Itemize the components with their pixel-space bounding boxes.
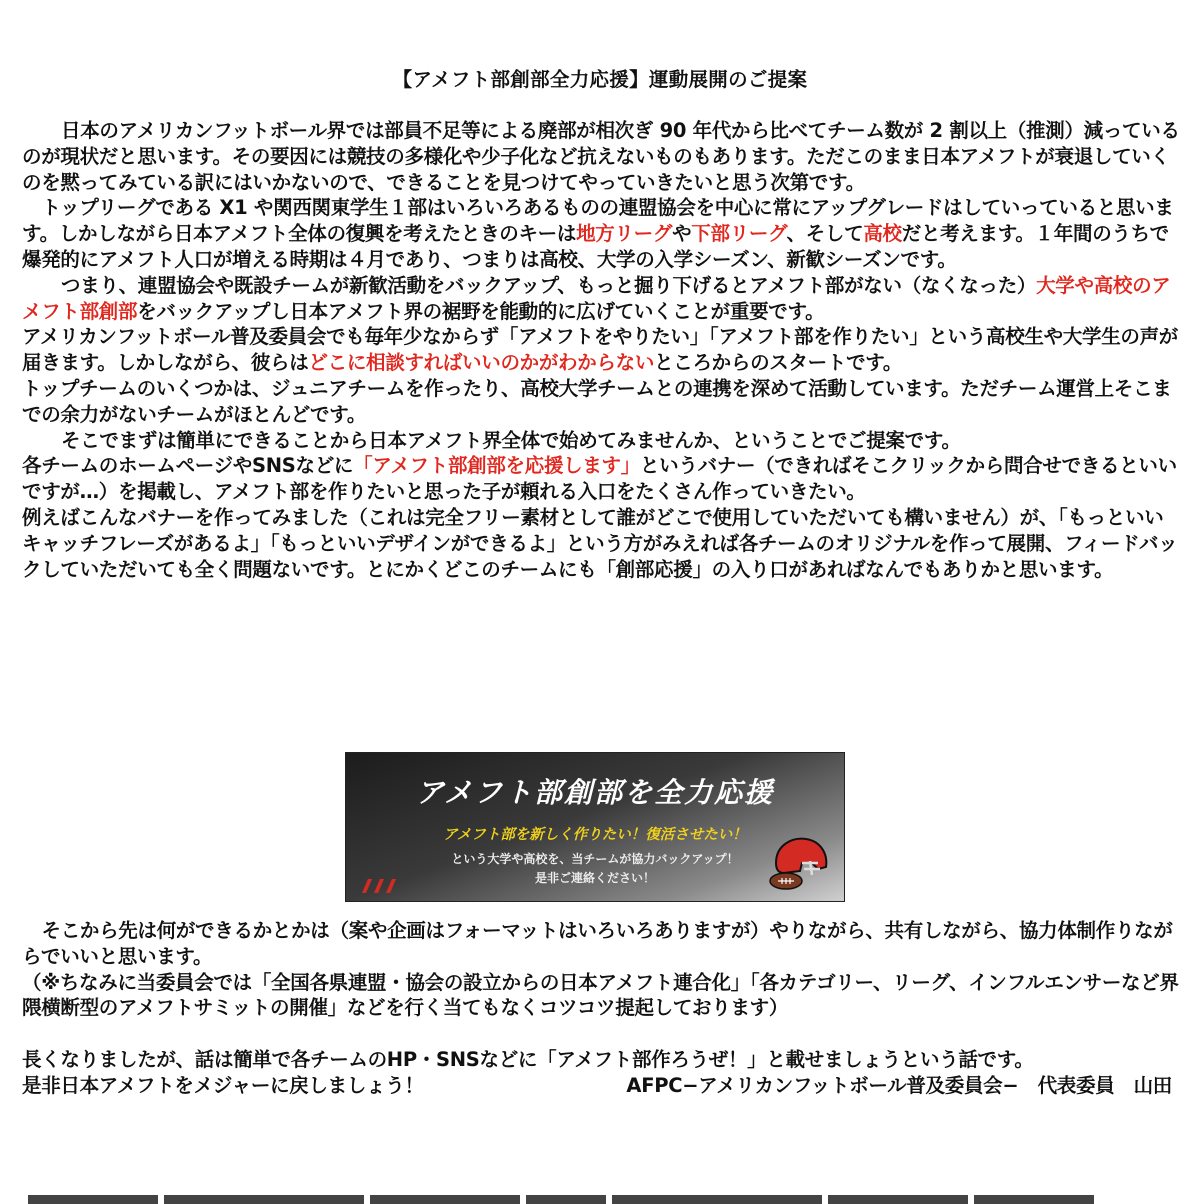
support-banner-image (345, 752, 845, 902)
paragraph-7-text-b: というバナー（できればそこクリックから問合せできるといいですが…）を掲載し、アメフト部を作りたいと思った子が頼れる入口をたくさん作っていきたい。 (22, 454, 1177, 504)
cut-off-text-line (28, 1190, 1168, 1204)
closing-call: 是非日本アメフトをメジャーに戻しましょう！ (22, 1073, 424, 1097)
highlight-banner-phrase: 「アメフト部創部を応援します」 (353, 454, 640, 478)
paragraph-3-text-a: つまり、連盟協会や既設チームが新歓活動をバックアップ、もっと掘り下げるとアメフト部がない（なくなった） (61, 273, 1037, 297)
document-body-lower (22, 918, 1182, 1099)
paragraph-10: （※ちなみに当委員会では「全国各県連盟・協会の設立からの日本アメフト連合化」「各カテゴリー、リーグ、インフルエンサーなど界隈横断型のアメフトサミットの開催」などを行く当てもなくコツコツ提起しております） (22, 970, 1179, 1020)
paragraph-4-text-b: ところからのスタートです。 (654, 351, 903, 375)
highlight-lower-league: 下部リーグ (691, 222, 787, 246)
document-body (22, 118, 1182, 582)
highlight-local-league: 地方リーグ (576, 222, 673, 246)
paragraph-3 (22, 273, 1182, 325)
paragraph-5: トップチームのいくつかは、ジュニアチームを作ったり、高校大学チームとの連携を深めて活動しています。ただチーム運営上そこまでの余力がないチームがほとんどです。 (22, 376, 1172, 426)
banner-title: アメフト部創部を全力応援 (415, 776, 775, 809)
paragraph-3-text-b: をバックアップし日本アメフト界の裾野を能動的に広げていくことが重要です。 (137, 299, 825, 323)
highlight-club-founding: 大学や高校のアメフト部創部 (22, 273, 1171, 323)
paragraph-11: 長くなりましたが、話は簡単で各チームのHP・SNSなどに「アメフト部作ろうぜ！」と載せましょうという話です。 (22, 1047, 1034, 1071)
paragraph-9: そこから先は何ができるかとかは（案や企画はフォーマットはいろいろありますが）やりながら、共有しながら、協力体制作りながらでいいと思います。 (22, 919, 1173, 968)
banner-line-1: という大学や高校を、当チームが協力バックアップ！ (451, 852, 739, 866)
paragraph-2-text-c: 、そして (786, 222, 864, 246)
paragraph-4 (22, 324, 1182, 376)
paragraph-2-text-d: だと考えます。１年間のうちで爆発的にアメフト人口が増える時期は４月であり、つまりは高校、大学の入学シーズン、新歓シーズンです。 (22, 222, 1169, 271)
paragraph-2-text-a: トップリーグである X1 や関西関東学生１部はいろいろあるものの連盟協会を中心に常にアップグレードはしていっていると思います。しかしながら日本アメフト全体の復興を考えたときのキーは (22, 196, 1174, 246)
closing-line (22, 1073, 1182, 1099)
helmet-icon (762, 833, 832, 893)
paragraph-7 (22, 453, 1182, 505)
paragraph-8: 例えばこんなバナーを作ってみました（これは完全フリー素材として誰がどこで使用していただいても構いません）が、「もっといいキャッチフレーズがあるよ」「もっといいデザインができるよ」という方がみえれば各チームのオリジナルを作って展開、フィードバックしていただいても全く問題ないです。とにかくどこのチームにも「創部応援」の入り口があればなんでもありかと思います。 (22, 505, 1178, 581)
signature: AFPC−アメリカンフットボール普及委員会− 代表委員 山田 (626, 1073, 1172, 1097)
paragraph-4-text-a: アメリカンフットボール普及委員会でも毎年少なからず「アメフトをやりたい」「アメフト部を作りたい」という高校生や大学生の声が届きます。しかしながら、彼らは (22, 325, 1178, 375)
paragraph-7-text-a: 各チームのホームページやSNSなどに (22, 454, 354, 478)
paragraph-gap (22, 1021, 1182, 1047)
highlight-dont-know-where: どこに相談すればいいのかがわからない (308, 351, 655, 375)
banner-line-2: 是非ご連絡ください！ (534, 871, 655, 885)
paragraph-2-text-b: や (672, 222, 692, 246)
banner-subtitle: アメフト部を新しく作りたい！復活させたい！ (443, 827, 747, 843)
document-title: 【アメフト部創部全力応援】運動展開のご提案 (392, 68, 808, 91)
paragraph-1: 日本のアメリカンフットボール界では部員不足等による廃部が相次ぎ 90 年代から比べてチーム数が 2 割以上（推測）減っているのが現状だと思います。その要因には競技の多様化や少子化など抗えないものもあります。ただこのまま日本アメフトが衰退していくのを黙ってみている訳にはいかないので、できることを見つけてやっていきたいと思う次第です。 (22, 119, 1180, 194)
paragraph-6: そこでまずは簡単にできることから日本アメフト界全体で始めてみませんか、ということでご提案です。 (61, 428, 961, 452)
paragraph-2 (22, 195, 1182, 272)
highlight-high-school: 高校 (863, 222, 902, 246)
stripes-icon (358, 879, 398, 893)
